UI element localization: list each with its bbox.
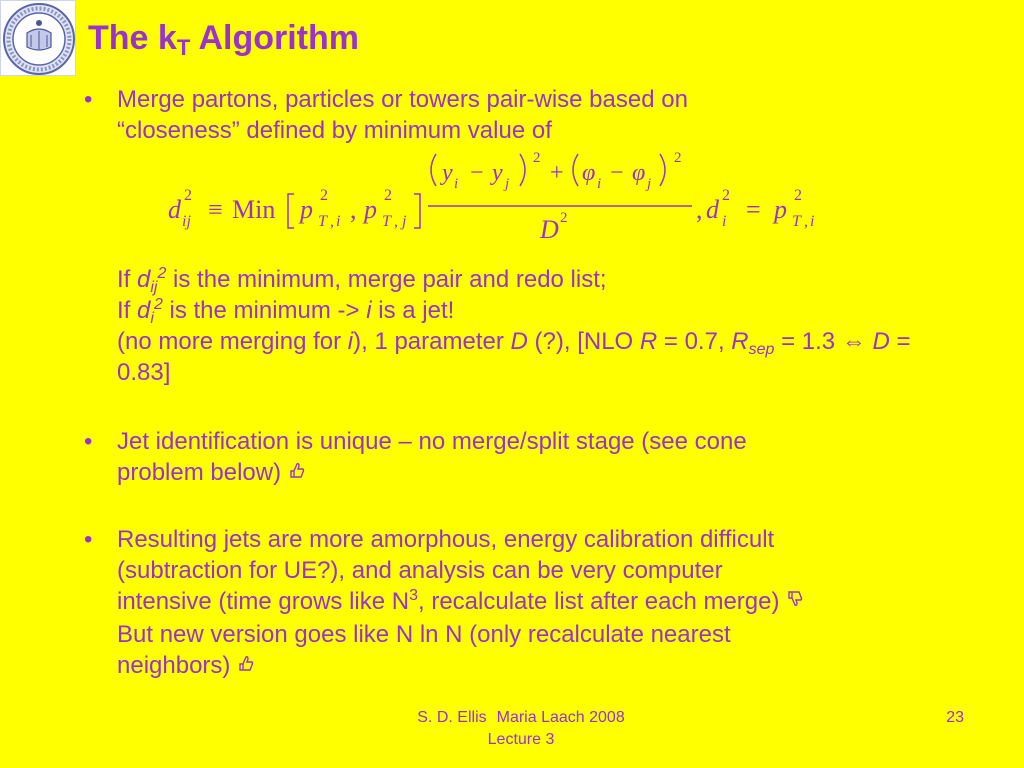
svg-text:T: T	[318, 213, 327, 230]
svg-text:j: j	[647, 176, 652, 192]
condition-jet: If $d_i^2$ is the minimum -> i is a jet!	[117, 296, 455, 327]
page-title: The $k_T$ Algorithm	[88, 19, 359, 60]
svg-text:T: T	[792, 213, 801, 230]
svg-text:i: i	[454, 176, 459, 192]
svg-text:2: 2	[794, 187, 802, 204]
svg-text:ij: ij	[182, 213, 191, 230]
svg-text:2: 2	[674, 150, 682, 166]
svg-text:=: =	[746, 195, 761, 224]
svg-text:i: i	[336, 213, 341, 230]
svg-text:−: −	[470, 160, 484, 186]
bullet-1-text: Merge partons, particles or towers pair-wise based on “closeness” defined by minimum value of	[117, 86, 688, 144]
svg-text:Min: Min	[232, 195, 276, 224]
svg-text:,: ,	[804, 213, 808, 230]
university-seal-icon	[0, 0, 76, 76]
svg-text:j: j	[402, 213, 407, 230]
svg-text:,: ,	[330, 213, 334, 230]
svg-text:,: ,	[394, 213, 398, 230]
svg-text:D: D	[540, 215, 559, 244]
svg-text:,: ,	[350, 195, 357, 224]
bullet-marker: •	[84, 86, 93, 113]
svg-text:2: 2	[384, 187, 392, 204]
svg-text:,: ,	[696, 195, 703, 224]
svg-text:2: 2	[560, 210, 568, 226]
svg-text:2: 2	[533, 150, 541, 166]
bullet-2-text: Jet identification is unique – no merge/split stage (see cone problem below)	[117, 426, 937, 490]
thumbs-up-icon	[288, 459, 306, 490]
kt-distance-formula	[160, 148, 840, 248]
svg-text:T: T	[382, 213, 391, 230]
svg-text:i: i	[810, 213, 815, 230]
svg-text:j: j	[505, 176, 510, 192]
svg-text:d: d	[706, 195, 719, 224]
svg-text:2: 2	[722, 187, 730, 204]
svg-text:i: i	[597, 176, 602, 192]
svg-text:+: +	[550, 160, 564, 186]
parameter-note: (no more merging for i), 1 parameter D (?), [NLO R = 0.7, $R_{sep} = 1.3$ ⇔ D = 0.83]	[117, 328, 911, 386]
thumbs-down-icon	[786, 588, 804, 619]
svg-text:φ: φ	[582, 160, 596, 186]
slide-number: 23	[946, 709, 964, 726]
svg-text:p: p	[774, 195, 787, 224]
bullet-1-conditions	[117, 264, 937, 388]
svg-text:−: −	[610, 160, 624, 186]
svg-text:y: y	[492, 160, 503, 186]
bullet-marker: •	[84, 526, 93, 553]
bullet-3-text: Resulting jets are more amorphous, energy calibration difficult (subtraction for UE?), and analysis can be very computer intensive (time grows like $N^3$, recalculate list after each merge) But new version goes like N ln N (only recalculate nearest neighbors)	[117, 524, 937, 683]
svg-text:≡: ≡	[208, 195, 223, 224]
svg-text:p: p	[300, 195, 313, 224]
svg-text:2: 2	[184, 187, 192, 204]
svg-text:d: d	[168, 195, 181, 224]
svg-text:p: p	[364, 195, 377, 224]
svg-text:i: i	[722, 213, 727, 230]
svg-text:2: 2	[320, 187, 328, 204]
svg-text:y: y	[442, 160, 453, 186]
footer-credits: S. D. Ellis Maria Laach 2008 Lecture 3	[417, 709, 625, 748]
thumbs-up-icon	[237, 652, 255, 683]
condition-merge: If $d_{ij}^2$ is the minimum, merge pair and redo list;	[117, 265, 607, 296]
bullet-marker: •	[84, 428, 93, 455]
svg-text:φ: φ	[632, 160, 646, 186]
